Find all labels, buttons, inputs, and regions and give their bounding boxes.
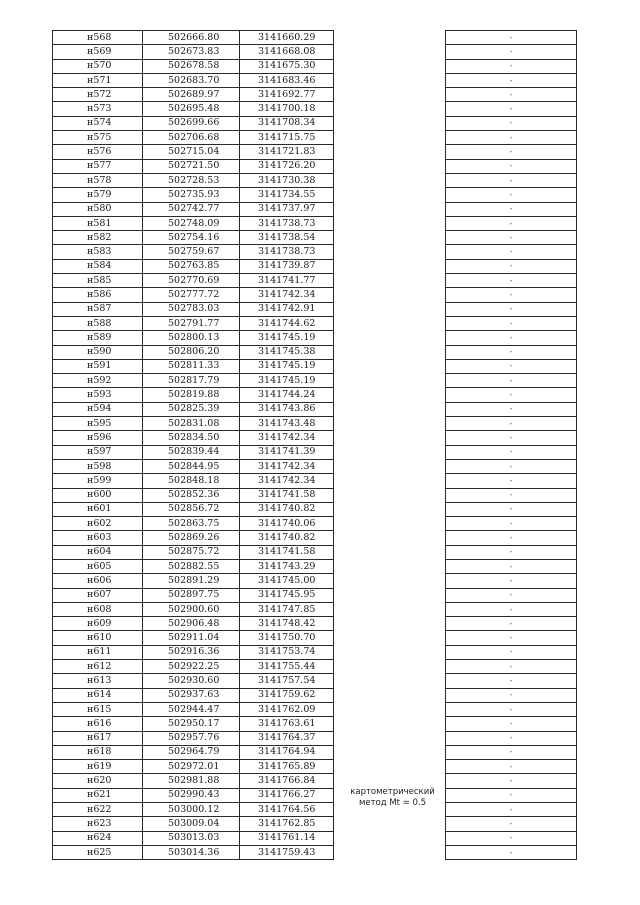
point-id-cell: н584 xyxy=(53,259,143,273)
table-row xyxy=(53,717,577,731)
point-id-cell: н605 xyxy=(53,559,143,573)
point-id-cell: н574 xyxy=(53,116,143,130)
table-row xyxy=(53,545,577,559)
accuracy-cell: - xyxy=(446,231,577,245)
x-coordinate-cell: 502728.53 xyxy=(143,173,240,187)
x-coordinate-cell: 502742.77 xyxy=(143,202,240,216)
x-coordinate-cell: 502957.76 xyxy=(143,731,240,745)
table-row xyxy=(53,131,577,145)
x-coordinate-cell: 502844.95 xyxy=(143,459,240,473)
x-coordinate-cell: 502683.70 xyxy=(143,73,240,87)
y-coordinate-cell: 3141738.54 xyxy=(240,231,334,245)
point-id-cell: н620 xyxy=(53,774,143,788)
accuracy-cell: - xyxy=(446,774,577,788)
y-coordinate-cell: 3141744.24 xyxy=(240,388,334,402)
table-row xyxy=(53,688,577,702)
table-row xyxy=(53,517,577,531)
x-coordinate-cell: 502875.72 xyxy=(143,545,240,559)
table-row xyxy=(53,488,577,502)
y-coordinate-cell: 3141734.55 xyxy=(240,188,334,202)
x-coordinate-cell: 502806.20 xyxy=(143,345,240,359)
x-coordinate-cell: 502922.25 xyxy=(143,660,240,674)
point-id-cell: н615 xyxy=(53,702,143,716)
table-row xyxy=(53,45,577,59)
y-coordinate-cell: 3141741.58 xyxy=(240,488,334,502)
x-coordinate-cell: 502897.75 xyxy=(143,588,240,602)
accuracy-cell: - xyxy=(446,559,577,573)
accuracy-cell: - xyxy=(446,631,577,645)
x-coordinate-cell: 502763.85 xyxy=(143,259,240,273)
point-id-cell: н616 xyxy=(53,717,143,731)
x-coordinate-cell: 502856.72 xyxy=(143,502,240,516)
point-id-cell: н585 xyxy=(53,274,143,288)
table-row xyxy=(53,702,577,716)
y-coordinate-cell: 3141762.85 xyxy=(240,817,334,831)
accuracy-cell: - xyxy=(446,588,577,602)
accuracy-cell: - xyxy=(446,274,577,288)
accuracy-cell: - xyxy=(446,831,577,845)
x-coordinate-cell: 502699.66 xyxy=(143,116,240,130)
table-row xyxy=(53,417,577,431)
table-row xyxy=(53,402,577,416)
y-coordinate-cell: 3141755.44 xyxy=(240,660,334,674)
y-coordinate-cell: 3141745.19 xyxy=(240,331,334,345)
x-coordinate-cell: 502811.33 xyxy=(143,359,240,373)
point-id-cell: н575 xyxy=(53,131,143,145)
y-coordinate-cell: 3141761.14 xyxy=(240,831,334,845)
point-id-cell: н606 xyxy=(53,574,143,588)
point-id-cell: н592 xyxy=(53,374,143,388)
y-coordinate-cell: 3141766.27 xyxy=(240,788,334,802)
accuracy-cell: - xyxy=(446,302,577,316)
y-coordinate-cell: 3141742.34 xyxy=(240,474,334,488)
table-row xyxy=(53,602,577,616)
accuracy-cell: - xyxy=(446,202,577,216)
y-coordinate-cell: 3141765.89 xyxy=(240,760,334,774)
table-row xyxy=(53,216,577,230)
table-row xyxy=(53,316,577,330)
y-coordinate-cell: 3141683.46 xyxy=(240,73,334,87)
point-id-cell: н568 xyxy=(53,31,143,45)
x-coordinate-cell: 502834.50 xyxy=(143,431,240,445)
y-coordinate-cell: 3141730.38 xyxy=(240,173,334,187)
accuracy-cell: - xyxy=(446,731,577,745)
point-id-cell: н573 xyxy=(53,102,143,116)
y-coordinate-cell: 3141745.38 xyxy=(240,345,334,359)
table-row xyxy=(53,474,577,488)
table-row xyxy=(53,245,577,259)
x-coordinate-cell: 502678.58 xyxy=(143,59,240,73)
table-row xyxy=(53,59,577,73)
y-coordinate-cell: 3141740.06 xyxy=(240,517,334,531)
y-coordinate-cell: 3141738.73 xyxy=(240,245,334,259)
method-description xyxy=(344,787,441,809)
table-row xyxy=(53,102,577,116)
point-id-cell: н614 xyxy=(53,688,143,702)
coordinate-sheet xyxy=(52,30,576,864)
y-coordinate-cell: 3141742.91 xyxy=(240,302,334,316)
accuracy-cell: - xyxy=(446,359,577,373)
x-coordinate-cell: 502715.04 xyxy=(143,145,240,159)
y-coordinate-cell: 3141748.42 xyxy=(240,617,334,631)
y-coordinate-cell: 3141745.19 xyxy=(240,359,334,373)
table-row xyxy=(53,817,577,831)
accuracy-cell: - xyxy=(446,474,577,488)
accuracy-cell: - xyxy=(446,316,577,330)
table-row xyxy=(53,159,577,173)
accuracy-cell: - xyxy=(446,717,577,731)
accuracy-cell: - xyxy=(446,116,577,130)
accuracy-cell: - xyxy=(446,59,577,73)
accuracy-cell: - xyxy=(446,173,577,187)
table-row xyxy=(53,73,577,87)
accuracy-cell: - xyxy=(446,88,577,102)
y-coordinate-cell: 3141764.37 xyxy=(240,731,334,745)
point-id-cell: н595 xyxy=(53,417,143,431)
accuracy-cell: - xyxy=(446,288,577,302)
x-coordinate-cell: 502825.39 xyxy=(143,402,240,416)
point-id-cell: н623 xyxy=(53,817,143,831)
x-coordinate-cell: 503000.12 xyxy=(143,803,240,817)
method-cell xyxy=(334,31,446,860)
x-coordinate-cell: 502777.72 xyxy=(143,288,240,302)
x-coordinate-cell: 502891.29 xyxy=(143,574,240,588)
accuracy-cell: - xyxy=(446,188,577,202)
x-coordinate-cell: 502783.03 xyxy=(143,302,240,316)
point-id-cell: н583 xyxy=(53,245,143,259)
y-coordinate-cell: 3141700.18 xyxy=(240,102,334,116)
y-coordinate-cell: 3141745.19 xyxy=(240,374,334,388)
point-id-cell: н600 xyxy=(53,488,143,502)
accuracy-cell: - xyxy=(446,159,577,173)
y-coordinate-cell: 3141737.97 xyxy=(240,202,334,216)
table-row xyxy=(53,388,577,402)
y-coordinate-cell: 3141743.86 xyxy=(240,402,334,416)
point-id-cell: н602 xyxy=(53,517,143,531)
point-id-cell: н582 xyxy=(53,231,143,245)
x-coordinate-cell: 502839.44 xyxy=(143,445,240,459)
table-row xyxy=(53,145,577,159)
point-id-cell: н612 xyxy=(53,660,143,674)
table-row xyxy=(53,760,577,774)
accuracy-cell: - xyxy=(446,817,577,831)
x-coordinate-cell: 502770.69 xyxy=(143,274,240,288)
accuracy-cell: - xyxy=(446,259,577,273)
table-row xyxy=(53,731,577,745)
table-row xyxy=(53,459,577,473)
x-coordinate-cell: 502990.43 xyxy=(143,788,240,802)
table-row xyxy=(53,173,577,187)
accuracy-cell: - xyxy=(446,388,577,402)
table-row xyxy=(53,502,577,516)
accuracy-cell: - xyxy=(446,245,577,259)
accuracy-cell: - xyxy=(446,688,577,702)
y-coordinate-cell: 3141740.82 xyxy=(240,502,334,516)
accuracy-cell: - xyxy=(446,574,577,588)
table-row xyxy=(53,231,577,245)
accuracy-cell: - xyxy=(446,445,577,459)
x-coordinate-cell: 502916.36 xyxy=(143,645,240,659)
table-row xyxy=(53,202,577,216)
table-row xyxy=(53,259,577,273)
y-coordinate-cell: 3141742.34 xyxy=(240,459,334,473)
y-coordinate-cell: 3141715.75 xyxy=(240,131,334,145)
point-id-cell: н593 xyxy=(53,388,143,402)
accuracy-cell: - xyxy=(446,102,577,116)
y-coordinate-cell: 3141708.34 xyxy=(240,116,334,130)
y-coordinate-cell: 3141726.20 xyxy=(240,159,334,173)
x-coordinate-cell: 502869.26 xyxy=(143,531,240,545)
point-id-cell: н594 xyxy=(53,402,143,416)
table-row xyxy=(53,588,577,602)
table-row xyxy=(53,645,577,659)
table-row xyxy=(53,660,577,674)
point-id-cell: н619 xyxy=(53,760,143,774)
point-id-cell: н609 xyxy=(53,617,143,631)
point-id-cell: н569 xyxy=(53,45,143,59)
x-coordinate-cell: 502937.63 xyxy=(143,688,240,702)
y-coordinate-cell: 3141742.34 xyxy=(240,431,334,445)
y-coordinate-cell: 3141762.09 xyxy=(240,702,334,716)
table-row xyxy=(53,574,577,588)
x-coordinate-cell: 502831.08 xyxy=(143,417,240,431)
x-coordinate-cell: 502689.97 xyxy=(143,88,240,102)
x-coordinate-cell: 502819.88 xyxy=(143,388,240,402)
y-coordinate-cell: 3141745.95 xyxy=(240,588,334,602)
point-id-cell: н587 xyxy=(53,302,143,316)
y-coordinate-cell: 3141660.29 xyxy=(240,31,334,45)
accuracy-cell: - xyxy=(446,45,577,59)
point-id-cell: н586 xyxy=(53,288,143,302)
point-id-cell: н598 xyxy=(53,459,143,473)
x-coordinate-cell: 502944.47 xyxy=(143,702,240,716)
table-row xyxy=(53,302,577,316)
accuracy-cell: - xyxy=(446,531,577,545)
point-id-cell: н579 xyxy=(53,188,143,202)
table-row xyxy=(53,617,577,631)
x-coordinate-cell: 502863.75 xyxy=(143,517,240,531)
table-row xyxy=(53,803,577,817)
point-id-cell: н613 xyxy=(53,674,143,688)
accuracy-cell: - xyxy=(446,488,577,502)
x-coordinate-cell: 502900.60 xyxy=(143,602,240,616)
point-id-cell: н622 xyxy=(53,803,143,817)
y-coordinate-cell: 3141757.54 xyxy=(240,674,334,688)
accuracy-cell: - xyxy=(446,145,577,159)
x-coordinate-cell: 502800.13 xyxy=(143,331,240,345)
x-coordinate-cell: 503013.03 xyxy=(143,831,240,845)
table-row xyxy=(53,345,577,359)
accuracy-cell: - xyxy=(446,745,577,759)
x-coordinate-cell: 502930.60 xyxy=(143,674,240,688)
accuracy-cell: - xyxy=(446,660,577,674)
point-id-cell: н590 xyxy=(53,345,143,359)
point-id-cell: н597 xyxy=(53,445,143,459)
table-row xyxy=(53,845,577,859)
table-row xyxy=(53,531,577,545)
point-id-cell: н601 xyxy=(53,502,143,516)
point-id-cell: н571 xyxy=(53,73,143,87)
y-coordinate-cell: 3141740.82 xyxy=(240,531,334,545)
accuracy-cell: - xyxy=(446,459,577,473)
x-coordinate-cell: 502721.50 xyxy=(143,159,240,173)
y-coordinate-cell: 3141741.77 xyxy=(240,274,334,288)
method-line-2: метод Mt = 0.5 xyxy=(358,797,427,808)
accuracy-cell: - xyxy=(446,788,577,802)
point-id-cell: н581 xyxy=(53,216,143,230)
point-id-cell: н578 xyxy=(53,173,143,187)
point-id-cell: н591 xyxy=(53,359,143,373)
accuracy-cell: - xyxy=(446,345,577,359)
accuracy-cell: - xyxy=(446,645,577,659)
x-coordinate-cell: 502817.79 xyxy=(143,374,240,388)
accuracy-cell: - xyxy=(446,760,577,774)
y-coordinate-cell: 3141747.85 xyxy=(240,602,334,616)
y-coordinate-cell: 3141692.77 xyxy=(240,88,334,102)
x-coordinate-cell: 502759.67 xyxy=(143,245,240,259)
table-row xyxy=(53,331,577,345)
accuracy-cell: - xyxy=(446,216,577,230)
accuracy-cell: - xyxy=(446,545,577,559)
point-id-cell: н596 xyxy=(53,431,143,445)
accuracy-cell: - xyxy=(446,73,577,87)
method-line-1: картометрический xyxy=(350,786,435,797)
table-row xyxy=(53,559,577,573)
y-coordinate-cell: 3141766.84 xyxy=(240,774,334,788)
table-row xyxy=(53,788,577,802)
point-id-cell: н610 xyxy=(53,631,143,645)
accuracy-cell: - xyxy=(446,517,577,531)
y-coordinate-cell: 3141739.87 xyxy=(240,259,334,273)
point-id-cell: н580 xyxy=(53,202,143,216)
table-row xyxy=(53,774,577,788)
accuracy-cell: - xyxy=(446,402,577,416)
x-coordinate-cell: 502981.88 xyxy=(143,774,240,788)
coordinates-table-body xyxy=(53,31,577,860)
point-id-cell: н604 xyxy=(53,545,143,559)
table-row xyxy=(53,31,577,45)
x-coordinate-cell: 502673.83 xyxy=(143,45,240,59)
x-coordinate-cell: 502754.16 xyxy=(143,231,240,245)
x-coordinate-cell: 502911.04 xyxy=(143,631,240,645)
y-coordinate-cell: 3141741.58 xyxy=(240,545,334,559)
table-row xyxy=(53,88,577,102)
point-id-cell: н617 xyxy=(53,731,143,745)
y-coordinate-cell: 3141668.08 xyxy=(240,45,334,59)
x-coordinate-cell: 502964.79 xyxy=(143,745,240,759)
y-coordinate-cell: 3141750.70 xyxy=(240,631,334,645)
point-id-cell: н570 xyxy=(53,59,143,73)
table-row xyxy=(53,374,577,388)
table-row xyxy=(53,831,577,845)
table-row xyxy=(53,288,577,302)
table-row xyxy=(53,431,577,445)
x-coordinate-cell: 502666.80 xyxy=(143,31,240,45)
table-row xyxy=(53,274,577,288)
accuracy-cell: - xyxy=(446,602,577,616)
point-id-cell: н588 xyxy=(53,316,143,330)
x-coordinate-cell: 502748.09 xyxy=(143,216,240,230)
x-coordinate-cell: 502706.68 xyxy=(143,131,240,145)
accuracy-cell: - xyxy=(446,702,577,716)
accuracy-cell: - xyxy=(446,845,577,859)
x-coordinate-cell: 502848.18 xyxy=(143,474,240,488)
y-coordinate-cell: 3141743.48 xyxy=(240,417,334,431)
y-coordinate-cell: 3141764.56 xyxy=(240,803,334,817)
x-coordinate-cell: 502882.55 xyxy=(143,559,240,573)
y-coordinate-cell: 3141742.34 xyxy=(240,288,334,302)
y-coordinate-cell: 3141741.39 xyxy=(240,445,334,459)
table-row xyxy=(53,745,577,759)
point-id-cell: н624 xyxy=(53,831,143,845)
table-row xyxy=(53,674,577,688)
point-id-cell: н621 xyxy=(53,788,143,802)
accuracy-cell: - xyxy=(446,431,577,445)
y-coordinate-cell: 3141744.62 xyxy=(240,316,334,330)
accuracy-cell: - xyxy=(446,803,577,817)
accuracy-cell: - xyxy=(446,131,577,145)
point-id-cell: н618 xyxy=(53,745,143,759)
point-id-cell: н599 xyxy=(53,474,143,488)
point-id-cell: н577 xyxy=(53,159,143,173)
y-coordinate-cell: 3141721.83 xyxy=(240,145,334,159)
point-id-cell: н589 xyxy=(53,331,143,345)
accuracy-cell: - xyxy=(446,674,577,688)
y-coordinate-cell: 3141675.30 xyxy=(240,59,334,73)
y-coordinate-cell: 3141745.00 xyxy=(240,574,334,588)
y-coordinate-cell: 3141763.61 xyxy=(240,717,334,731)
accuracy-cell: - xyxy=(446,331,577,345)
point-id-cell: н576 xyxy=(53,145,143,159)
accuracy-cell: - xyxy=(446,502,577,516)
y-coordinate-cell: 3141743.29 xyxy=(240,559,334,573)
y-coordinate-cell: 3141759.43 xyxy=(240,845,334,859)
x-coordinate-cell: 502791.77 xyxy=(143,316,240,330)
accuracy-cell: - xyxy=(446,617,577,631)
point-id-cell: н603 xyxy=(53,531,143,545)
x-coordinate-cell: 502906.48 xyxy=(143,617,240,631)
y-coordinate-cell: 3141738.73 xyxy=(240,216,334,230)
table-row xyxy=(53,631,577,645)
y-coordinate-cell: 3141764.94 xyxy=(240,745,334,759)
x-coordinate-cell: 503009.04 xyxy=(143,817,240,831)
x-coordinate-cell: 502735.93 xyxy=(143,188,240,202)
x-coordinate-cell: 502695.48 xyxy=(143,102,240,116)
accuracy-cell: - xyxy=(446,374,577,388)
point-id-cell: н572 xyxy=(53,88,143,102)
accuracy-cell: - xyxy=(446,417,577,431)
table-row xyxy=(53,359,577,373)
x-coordinate-cell: 502950.17 xyxy=(143,717,240,731)
accuracy-cell: - xyxy=(446,31,577,45)
coordinates-table xyxy=(52,30,577,860)
x-coordinate-cell: 502852.36 xyxy=(143,488,240,502)
y-coordinate-cell: 3141759.62 xyxy=(240,688,334,702)
x-coordinate-cell: 502972.01 xyxy=(143,760,240,774)
point-id-cell: н611 xyxy=(53,645,143,659)
point-id-cell: н607 xyxy=(53,588,143,602)
table-row xyxy=(53,188,577,202)
table-row xyxy=(53,445,577,459)
table-row xyxy=(53,116,577,130)
y-coordinate-cell: 3141753.74 xyxy=(240,645,334,659)
point-id-cell: н625 xyxy=(53,845,143,859)
x-coordinate-cell: 503014.36 xyxy=(143,845,240,859)
point-id-cell: н608 xyxy=(53,602,143,616)
